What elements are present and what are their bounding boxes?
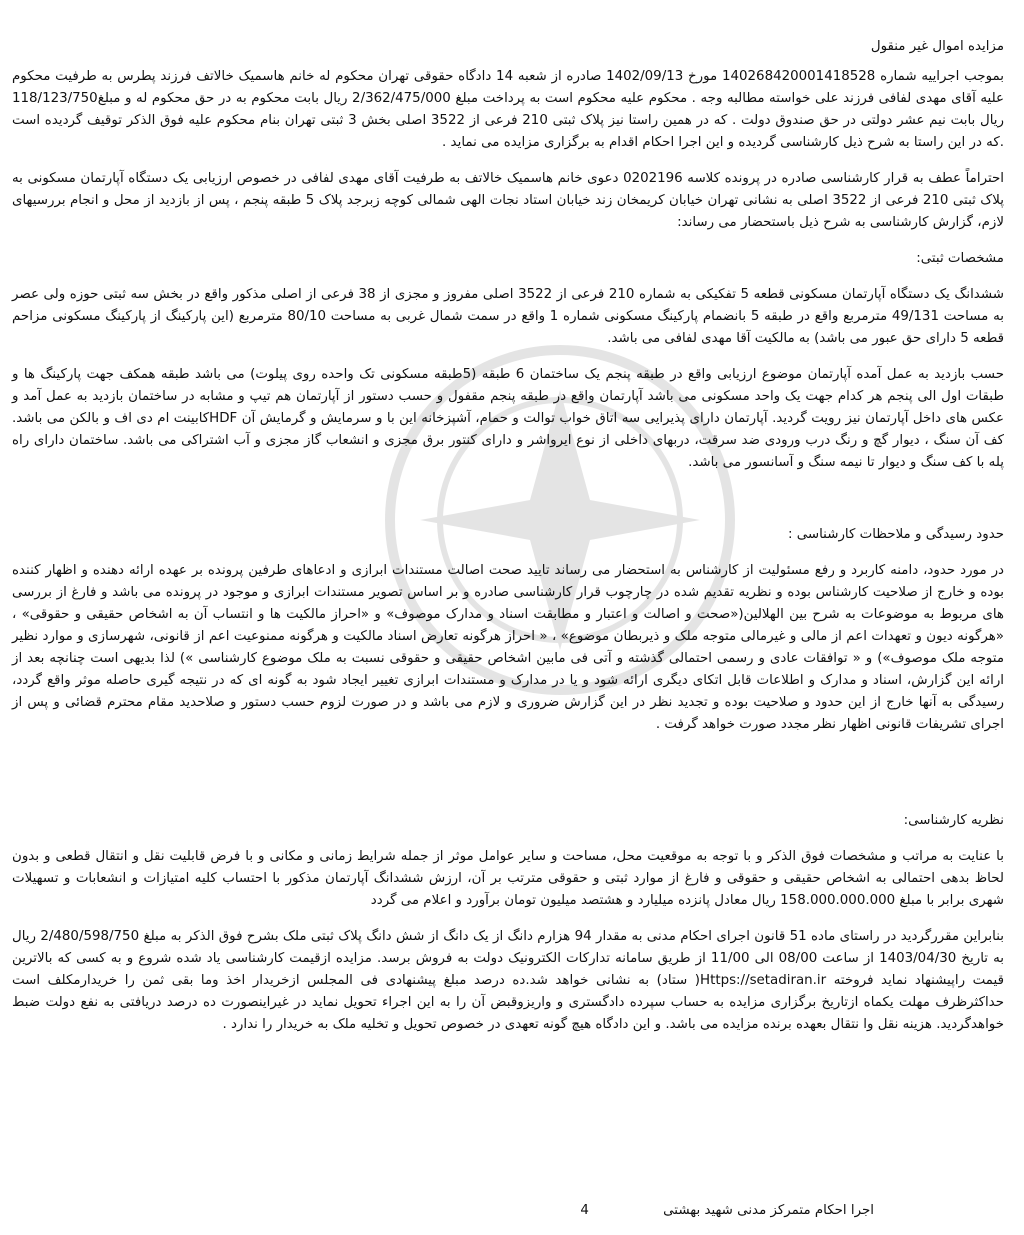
paragraph-execution-order: بموجب اجراییه شماره 140268420001418528 مورخ 1402/09/13 صادره از شعبه 14 دادگاه حقوقی تهران محکوم له خانم هاسمیک خالاتف فرزند پطرس به طرفیت محکوم علیه آقای مهدی لفافی فرزند علی خواسته مطالبه وجه . محکوم علیه محکوم است به پرداخت مبلغ 2/362/475/000 ریال بابت محکوم به در حق محکوم له و مبلغ118/123/750 ریال بابت نیم عشر دولتی در حق صندوق دولت . که در همین راستا نیز پلاک ثبتی 210 فرعی از 3522 اصلی بخش 3 ثبتی تهران بنام محکوم علیه فوق الذکر توقیف گردیده است .که در این راستا به شرح ذیل کارشناسی گردیده و این اجرا احکام اقدام به برگزاری مزایده می نماید . <box>12 69 1004 150</box>
footer-office: اجرا احکام متمرکز مدنی شهید بهشتی <box>663 1203 874 1218</box>
heading-expert-opinion: نظریه کارشناسی: <box>903 813 1004 828</box>
paragraph-expert-intro: احتراماً عطف به قرار کارشناسی صادره در پرونده کلاسه 0202196 دعوی خانم هاسمیک خالاتف به طرفیت آقای مهدی لفافی در خصوص ارزیابی یک دستگاه آپارتمان مسکونی به پلاک ثبتی 210 فرعی از 3522 اصلی به نشانی تهران خیابان کریمخان زند خیابان استاد نجات الهی شمالی کوچه زبرجد پلاک 5 طبقه پنجم ، پس از بازدید از محل و انجام بررسیهای لازم، گزارش کارشناسی به شرح ذیل باستحضار می رساند: <box>12 171 1004 230</box>
paragraph-limits: در مورد حدود، دامنه کاربرد و رفع مسئولیت از کارشناس به استحضار می رساند تایید صحت اصالت مستندات ابرازی و ادعاهای طرفین پرونده بر عهده ارائه دهنده و اظهار کننده بوده و خارج از صلاحیت کارشناس بوده و نظریه تقدیم شده در چارچوب قرار کارشناسی صادره و بر اساس تصویر مستندات ابرازی و موجود در پرونده می باشد و فارغ از بررسی های مربوط به موضوعات به شرح بین الهلالین(«صحت و اصالت و اعتبار و مطابقت اسناد و مدارک موصوف» و «احراز مالکیت ها و انتساب آن به اشخاص حقیقی و حقوقی» ، «هرگونه دیون و تعهدات اعم از مالی و غیرمالی متوجه ملک و ذیربطان موضوع» ، « احراز هرگونه تعارض اسناد مالکیت و هرگونه ممنوعیت اعم از قانونی، شهرسازی و موارد نظیر متوجه ملک موصوف») و « توافقات عادی و رسمی احتمالی گذشته و آتی فی مابین اشخاص حقیقی و حقوقی نسبت به ملک موضوع کارشناسی ») لذا بدیهی است چنانچه بعد از ارائه این گزارش، اسناد و مدارک و اطلاعات قابل اتکای دیگری ارائه شود و یا در مدارک و مستندات ابرازی تغییر ایجاد شود به گونه ای که در نتیجه گیری حاصله موثر واقع گردد، رسیدگی به آنها خارج از این حدود و صلاحیت بوده و تجدید نظر در این گزارش ضروری و لازم می باشد و در صورت لزوم حسب دستور و صلاحدید مقام محترم قضائی و پس از اجرای تشریفات قانونی اظهار نظر مجدد صورت خواهد گرفت . <box>12 563 1004 732</box>
paragraph-registration-details: ششدانگ یک دستگاه آپارتمان مسکونی قطعه 5 تفکیکی به شماره 210 فرعی از 3522 اصلی مفروز و مجزی از 38 فرعی از اصلی مذکور واقع در بخش سه ثبتی حوزه ولی عصر به مساحت 49/131 مترمربع واقع در طبقه 5 بانضمام پارکینگ مسکونی شماره 1 واقع در سمت شمال غربی به مساحت 80/10 مترمربع (این پارکینگ از پارکینگ مسکونی مزاحم قطعه 5 دارای حق عبور می باشد) به مالکیت آقا مهدی لفافی می باشد. <box>12 287 1005 346</box>
footer <box>580 1203 874 1218</box>
paragraph-auction-terms: بنابراین مقررگردید در راستای ماده 51 قانون اجرای احکام مدنی به مقدار 94 هزارم دانگ از یک دانگ از شش دانگ پلاک ثبتی ملک بشرح فوق الذکر به مبلغ 2/480/598/750 ریال به تاریخ 1403/04/30 از ساعت 08/00 الی 11/00 از طریق سامانه تدارکات الکترونیک دولت به فروش برسد. مزایده ازقیمت کارشناسی یاد شده شروع و به کسی که بالاترین قیمت راپیشنهاد نماید فروخته Https://setadiran.ir( ستاد) به نشانی خواهد شد.ده درصد مبلغ پیشنهادی فی المجلس ازخریدار اخذ وما بقی ثمن را خریدارمکلف است حداکثرظرف مهلت یکماه ازتاریخ برگزاری مزایده به حساب سپرده دادگستری و واریزوقبض آن را به این اجراء تحویل نماید در غیراینصورت ده درصد دریافتی به نفع دولت ضبط خواهدگردید. هزینه نقل وا نتقال بعهده برنده مزایده می باشد. و این دادگاه هیچ گونه تعهدی در خصوص تحویل و تخلیه ملک به خریدار را ندارد . <box>12 929 1004 1032</box>
paragraph-site-visit: حسب بازدید به عمل آمده آپارتمان موضوع ارزیابی واقع در طبقه پنجم یک ساختمان 6 طبقه (5طبقه مسکونی تک واحده روی پیلوت) می باشد طبقه همکف جهت پارکینگ ها و طبقات اول الی پنجم هر کدام جهت یک واحد مسکونی می باشد آپارتمان واقع در طبقه پنجم مقفول و حسب دستور از آپارتمان هم تیپ و مشابه در ساختمان بازدید به عمل آمد و عکس های داخل آپارتمان نیز رویت گردید. آپارتمان دارای پذیرایی سه اتاق خواب توالت و حمام، آشپزخانه این با و سرمایش و گرمایش آن HDFکابینت ام دی اف و بالکن می باشد. کف آن سنگ ، دیوار گچ و رنگ درب ورودی ضد سرقت، دربهای داخلی از نوع ایرواشر و دارای کنتور برق مجزی و انشعاب گاز مجزی و آب اشتراکی می باشد. ساختمان دارای راه پله با کف سنگ و دیوار تا نیمه سنگ و آسانسور می باشد. <box>12 367 1004 470</box>
paragraph-valuation: با عنایت به مراتب و مشخصات فوق الذکر و با توجه به موقعیت محل، مساحت و سایر عوامل موثر از جمله شرایط زمانی و مکانی و با فرض قابلیت نقل و انتقال قطعی و بدون لحاظ بدهی احتمالی به اشخاص حقیقی و حقوقی و فارغ از موارد ثبتی و حقوقی مترتب بر آن، ارزش ششدانگ آپارتمان مذکور با احتساب کلیه امتیازات و انشعابات و تسهیلات شهری برابر با مبلغ 158.000.000.000 ریال معادل پانزده میلیارد و هشتصد میلیون تومان برآورد و اعلام می گردد <box>12 849 1004 908</box>
notice-title: مزایده اموال غیر منقول <box>870 39 1004 54</box>
footer-number: 4 <box>580 1203 589 1218</box>
heading-limits: حدود رسیدگی و ملاحظات کارشناسی : <box>787 527 1004 542</box>
heading-registration: مشخصات ثبتی: <box>916 251 1004 266</box>
